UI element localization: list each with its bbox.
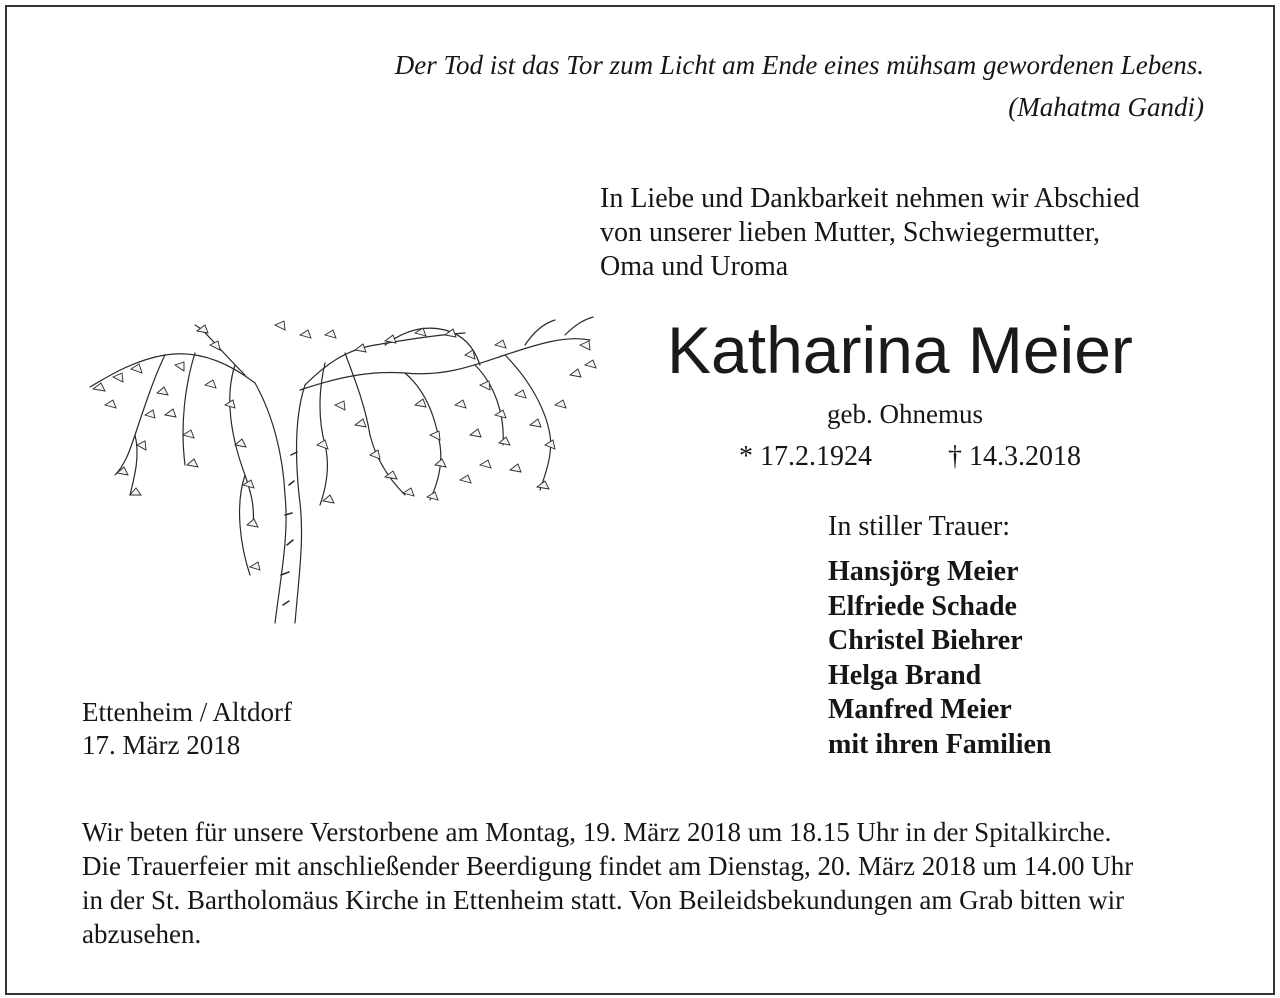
intro-line: In Liebe und Dankbarkeit nehmen wir Abschied bbox=[600, 183, 1140, 214]
mourner-name: Manfred Meier bbox=[828, 694, 1012, 725]
birth-date: * 17.2.1924 bbox=[739, 441, 872, 472]
mourner-name: Elfriede Schade bbox=[828, 590, 1017, 622]
service-line: abzusehen. bbox=[82, 919, 202, 949]
deceased-name: Katharina Meier bbox=[667, 313, 1133, 387]
quote-text: Der Tod ist das Tor zum Licht am Ende eines mühsam gewordenen Lebens. bbox=[394, 50, 1204, 80]
place-text: Ettenheim / Altdorf bbox=[82, 697, 292, 727]
service-info bbox=[82, 815, 1222, 951]
mourning-label: In stiller Trauer: bbox=[828, 511, 1010, 542]
quote-author: (Mahatma Gandi) bbox=[1008, 92, 1204, 122]
service-line: Die Trauerfeier mit anschließender Beerdigung findet am Dienstag, 20. März 2018 um 14.00 Uhr bbox=[82, 851, 1134, 881]
intro-line: Oma und Uroma bbox=[600, 251, 789, 282]
mourners-list bbox=[828, 555, 1051, 762]
mourner-name: Helga Brand bbox=[828, 659, 982, 691]
mourner-name: mit ihren Familien bbox=[828, 728, 1052, 760]
birth-name: geb. Ohnemus bbox=[827, 399, 983, 429]
service-line: in der St. Bartholomäus Kirche in Ettenheim statt. Von Beileidsbekundungen am Grab bitten wir bbox=[82, 885, 1125, 915]
mourner-name: Hansjörg Meier bbox=[828, 556, 1019, 587]
birch-tree-icon bbox=[85, 305, 600, 630]
service-line: Wir beten für unsere Verstorbene am Montag, 19. März 2018 um 18.15 Uhr in der Spitalkirche. bbox=[82, 817, 1112, 847]
intro-text bbox=[600, 182, 1240, 284]
mourner-name: Christel Biehrer bbox=[828, 625, 1023, 656]
notice-date: 17. März 2018 bbox=[82, 730, 241, 760]
intro-line: von unserer lieben Mutter, Schwiegermutter, bbox=[600, 217, 1101, 248]
death-date: † 14.3.2018 bbox=[948, 441, 1081, 472]
